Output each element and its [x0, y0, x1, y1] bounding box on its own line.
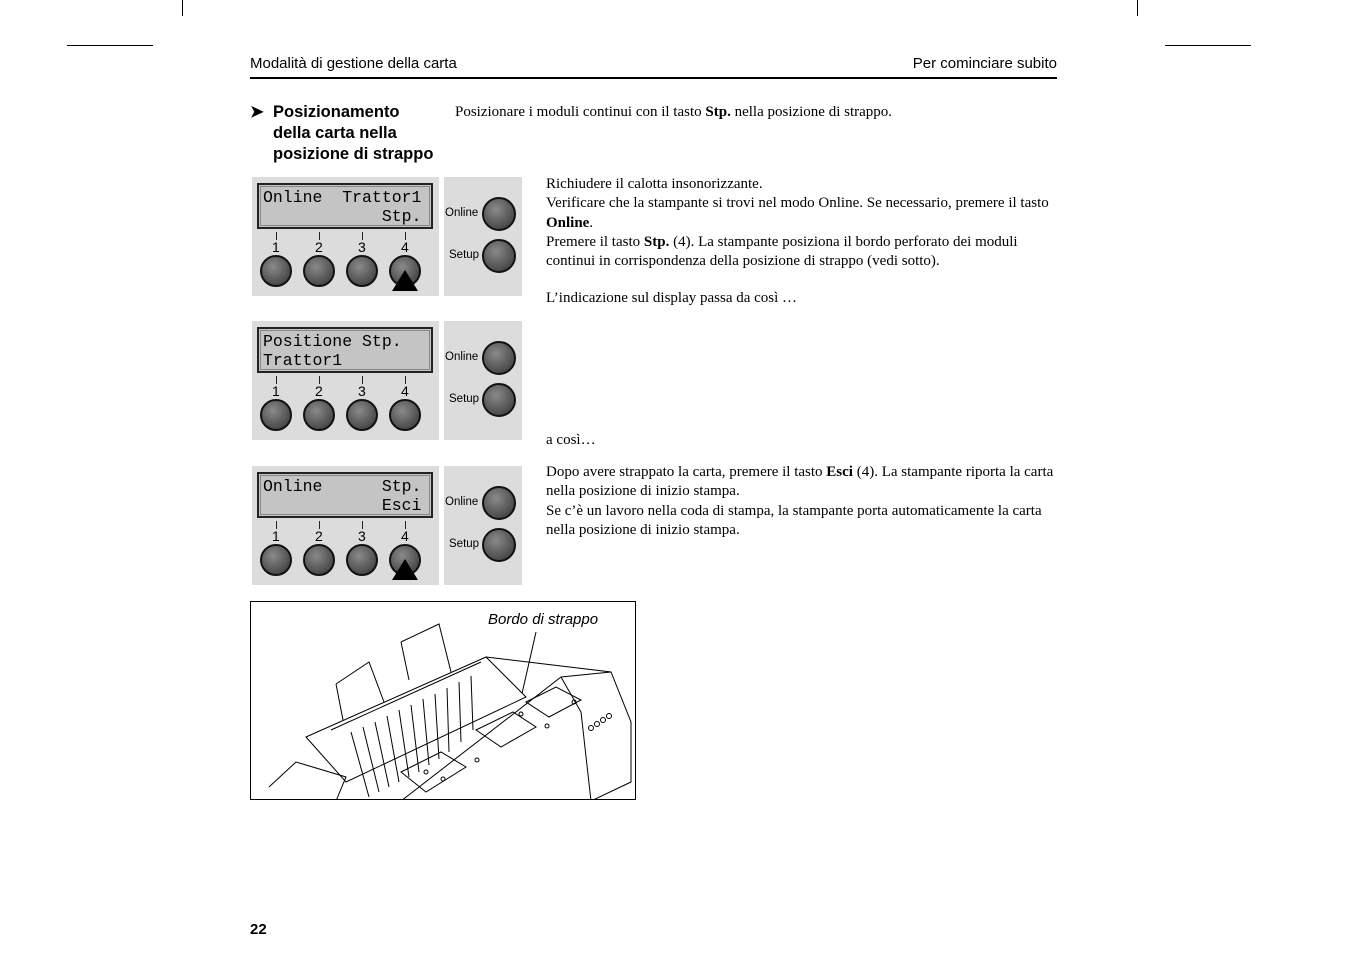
key-number: 3: [358, 383, 366, 399]
press-arrow-icon: [392, 559, 418, 580]
setup-button[interactable]: [482, 239, 516, 273]
lcd-line-2: Esci: [263, 496, 422, 515]
bold-text: Online: [546, 214, 590, 231]
text: Premere il tasto: [546, 233, 644, 250]
key-button-1[interactable]: [260, 544, 292, 576]
setup-button[interactable]: [482, 528, 516, 562]
page-number: 22: [250, 921, 267, 938]
setup-label: Setup: [449, 538, 480, 550]
online-button[interactable]: [482, 486, 516, 520]
intro-text-end: nella posizione di strappo.: [730, 104, 893, 120]
online-label: Online: [445, 207, 479, 219]
key-button-3[interactable]: [346, 399, 378, 431]
lcd-line-1: Online Trattor1: [263, 188, 422, 207]
key-button-4[interactable]: [389, 399, 421, 431]
key-number: 3: [358, 239, 366, 255]
online-label: Online: [445, 351, 479, 363]
online-setup-panel: [444, 321, 522, 440]
key-number: 4: [401, 528, 409, 544]
crop-mark: [182, 0, 183, 16]
key-button-1[interactable]: [260, 399, 292, 431]
printer-drawing: [251, 602, 636, 800]
setup-label: Setup: [449, 249, 480, 261]
lcd-display: [257, 183, 433, 229]
lcd-line-2: Stp.: [263, 207, 422, 226]
key-button-2[interactable]: [303, 255, 335, 287]
paragraph: Se c’è un lavoro nella coda di stampa, la stampante porta automaticamente la carta nella posizione di inizio stampa.: [546, 502, 1042, 538]
text: Verificare che la stampante si trovi nel modo Online. Se necessario, premere il tasto: [546, 195, 1049, 212]
heading-line: Posizionamento: [273, 103, 400, 121]
lcd-line-1: Online Stp.: [263, 477, 422, 496]
key-number: 2: [315, 239, 323, 255]
header-rule: [250, 77, 1057, 79]
key-number: 1: [272, 239, 280, 255]
lcd-keypad-panel: [252, 177, 439, 296]
instruction-block-2: a così…: [546, 432, 596, 448]
online-setup-panel: [444, 177, 522, 296]
crop-mark: [67, 45, 153, 46]
paragraph: [546, 233, 1054, 272]
instruction-block-3: [546, 463, 1056, 540]
text: (4). La stampante posiziona il bordo perforato dei moduli continui in corrispondenza della posizione di strappo (vedi sotto).: [546, 233, 1018, 270]
intro-paragraph: [455, 103, 1055, 122]
paragraph: Richiudere il calotta insonorizzante.: [546, 176, 763, 192]
heading-line: della carta nella: [273, 124, 397, 142]
bold-text: Esci: [826, 464, 853, 480]
online-button[interactable]: [482, 341, 516, 375]
paragraph: L’indicazione sul display passa da così …: [546, 290, 798, 307]
online-setup-panel: [444, 466, 522, 585]
printer-illustration: [250, 601, 636, 800]
lcd-line-1: Positione Stp.: [263, 332, 402, 351]
key-number: 1: [272, 383, 280, 399]
key-number: 1: [272, 528, 280, 544]
online-button[interactable]: [482, 197, 516, 231]
press-arrow-icon: [392, 270, 418, 291]
lcd-keypad-panel: [252, 321, 439, 440]
intro-text: Posizionare i moduli continui con il tasto: [455, 104, 706, 120]
bold-text: Stp.: [643, 233, 670, 250]
section-heading: [250, 102, 450, 165]
online-label: Online: [445, 496, 479, 508]
paragraph: [546, 463, 1056, 502]
arrow-icon: ➤: [250, 103, 264, 121]
lcd-display: [257, 472, 433, 518]
lcd-line-2: Trattor1: [263, 351, 343, 370]
crop-mark: [1165, 45, 1251, 46]
text: (4). La stampante riporta la carta nella posizione di inizio stampa.: [546, 464, 1054, 500]
running-header-right: Per cominciare subito: [912, 55, 1057, 72]
lcd-display: [257, 327, 433, 373]
paragraph: [546, 194, 1054, 233]
instruction-block-1: [546, 175, 1054, 309]
key-button-3[interactable]: [346, 255, 378, 287]
key-button-2[interactable]: [303, 544, 335, 576]
setup-button[interactable]: [482, 383, 516, 417]
heading-line: posizione di strappo: [273, 145, 434, 163]
key-number: 4: [401, 383, 409, 399]
key-button-2[interactable]: [303, 399, 335, 431]
setup-label: Setup: [449, 393, 480, 405]
text: .: [589, 214, 594, 231]
figure-caption: Bordo di strappo: [488, 611, 599, 628]
key-number: 3: [358, 528, 366, 544]
lcd-keypad-panel: [252, 466, 439, 585]
key-number: 4: [401, 239, 409, 255]
key-number: 2: [315, 383, 323, 399]
intro-bold: Stp.: [705, 104, 731, 120]
key-button-1[interactable]: [260, 255, 292, 287]
crop-mark: [1137, 0, 1138, 16]
key-button-3[interactable]: [346, 544, 378, 576]
text: Dopo avere strappato la carta, premere il tasto: [546, 464, 827, 480]
running-header-left: Modalità di gestione della carta: [250, 55, 457, 72]
key-number: 2: [315, 528, 323, 544]
